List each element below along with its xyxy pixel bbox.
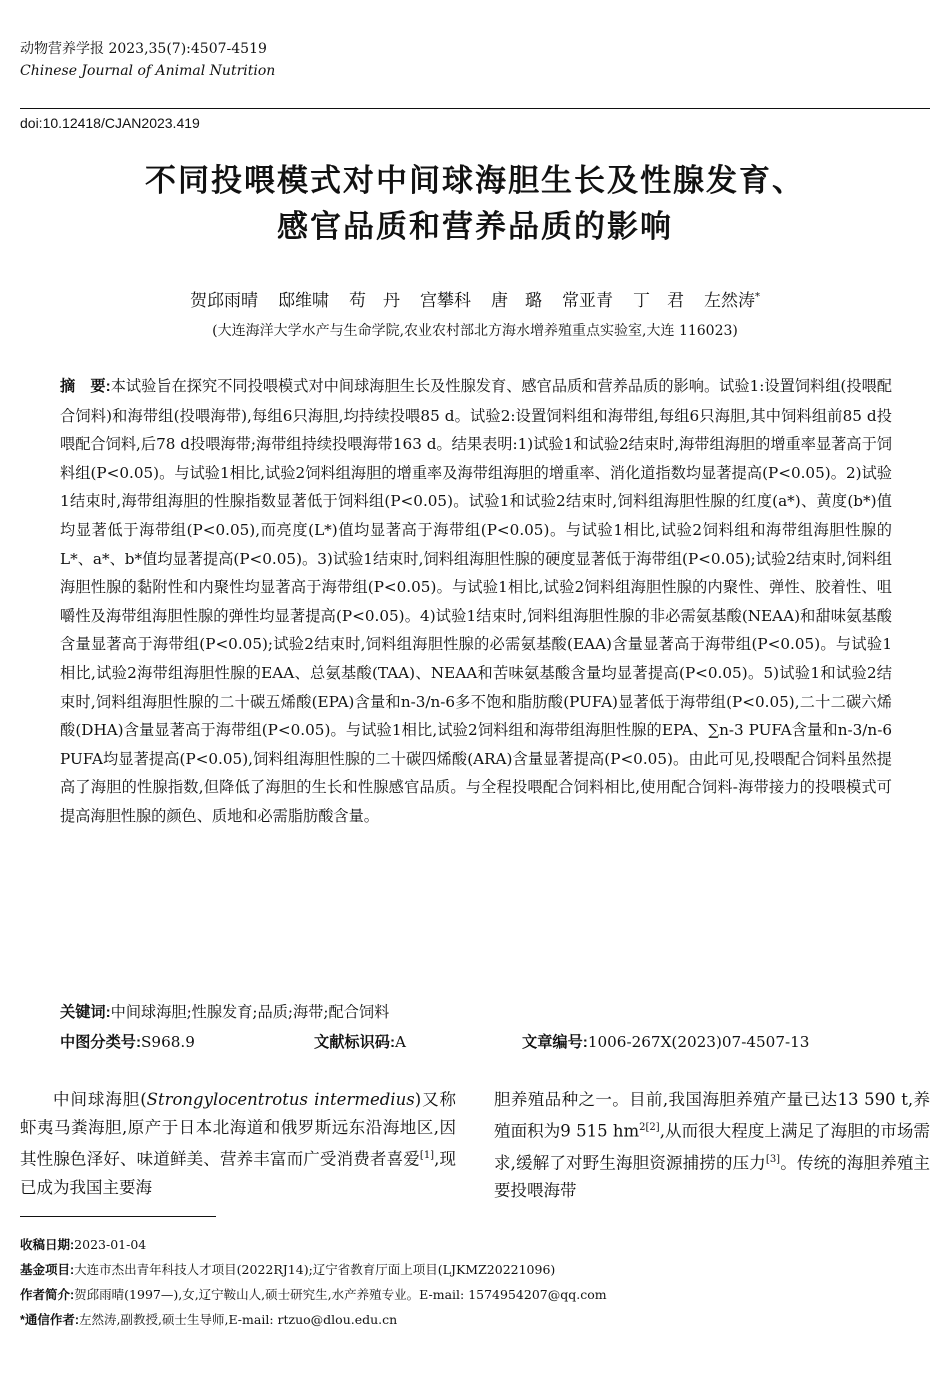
article-number xyxy=(522,1031,809,1052)
footnote-text: 贺邱雨晴(1997—),女,辽宁鞍山人,硕士研究生,水产养殖专业。E-mail: 1574954207@qq.com xyxy=(74,1287,607,1302)
doc-label: 文献标识码: xyxy=(314,1034,395,1051)
footnote-author xyxy=(20,1285,607,1303)
footnote-label: 作者简介: xyxy=(20,1288,75,1302)
citation[interactable]: [3] xyxy=(765,1153,781,1165)
clc-number xyxy=(60,1031,195,1052)
footnote-text: 大连市杰出青年科技人才项目(2022RJ14);辽宁省教育厅面上项目(LJKMZ20221096) xyxy=(74,1262,556,1277)
journal-header-en: Chinese Journal of Animal Nutrition xyxy=(20,63,276,79)
footnote-label: 基金项目: xyxy=(20,1263,75,1277)
footnote-text: 左然涛,副教授,硕士生导师,E-mail: rtzuo@dlou.edu.cn xyxy=(79,1312,398,1327)
author: 宫攀科 xyxy=(420,291,471,311)
author: 唐 璐 xyxy=(491,291,542,311)
citation[interactable]: 2[2] xyxy=(639,1122,660,1133)
author xyxy=(704,291,760,311)
clc-value: S968.9 xyxy=(141,1033,195,1051)
author-list xyxy=(0,286,950,311)
header-rule xyxy=(20,108,930,109)
body-text: ,现已成为我国主要海 xyxy=(20,1149,457,1197)
journal-header-cn: 动物营养学报 2023,35(7):4507-4519 xyxy=(20,41,267,57)
title-line-1: 不同投喂模式对中间球海胆生长及性腺发育、 xyxy=(145,163,805,198)
keywords xyxy=(60,1001,389,1022)
abstract-text: 本试验旨在探究不同投喂模式对中间球海胆生长及性腺发育、感官品质和营养品质的影响。试验1:设置饲料组(投喂配合饲料)和海带组(投喂海带),每组6只海胆,均持续投喂85 d。试验2:设置饲料组和海带组,每组6只海胆,其中饲料组前85 d投喂配合饲料,后78 d投喂海带;海带组持续投喂海带163 d。结果表明:1)试验1和试验2结束时,海带组海胆的增重率显著高于饲料组(P<0.05)。与试验1相比,试验2饲料组海胆的增重率及海带组海胆的增重率、消化道指数均显著提高(P<0.05)。2)试验1结束时,海带组海胆的性腺指数显著低于饲料组(P<0.05)。试验1和试验2结束时,饲料组海胆性腺的红度(a*)、黄度(b*)值均显著低于海带组(P<0.05),而亮度(L*)值均显著高于海带组(P<0.05)。与试验1相比,试验2饲料组和海带组海胆性腺的L*、a*、b*值均显著提高(P<0.05)。3)试验1结束时,饲料组海胆性腺的硬度显著低于海带组(P<0.05);试验2结束时,饲料组海胆性腺的黏附性和内聚性均显著高于海带组(P<0.05)。与试验1相比,试验2饲料组海胆性腺的内聚性、弹性、胶着性、咀嚼性及海带组海胆性腺的弹性均显著提高(P<0.05)。4)试验1结束时,饲料组海胆性腺的非必需氨基酸(NEAA)和甜味氨基酸含量显著高于海带组(P<0.05);试验2结束时,饲料组海胆性腺的必需氨基酸(EAA)含量显著高于海带组(P<0.05)。与试验1相比,试验2海带组海胆性腺的EAA、总氨基酸(TAA)、NEAA和苦味氨基酸含量均显著提高(P<0.05)。5)试验1和试验2结束时,饲料组海胆性腺的二十碳五烯酸(EPA)含量和n-3/n-6多不饱和脂肪酸(PUFA)显著低于海带组(P<0.05),二十二碳六烯酸(DHA)含量显著高于海带组(P<0.05)。与试验1相比,试验2饲料组和海带组海胆性腺的EPA、∑n-3 PUFA含量和n-3/n-6 PUFA均显著提高(P<0.05),饲料组海胆性腺的二十碳四烯酸(ARA)含量显著提高(P<0.05)。由此可见,投喂配合饲料虽然提高了海胆的性腺指数,但降低了海胆的生长和性腺感官品质。与全程投喂配合饲料相比,使用配合饲料-海带接力的投喂模式可提高海胆性腺的颜色、质地和必需脂肪酸含量。 xyxy=(60,377,892,825)
body-text: 中间球海胆( xyxy=(53,1090,147,1109)
abstract-label: 摘 要: xyxy=(60,378,111,395)
abstract xyxy=(60,372,892,831)
citation[interactable]: [1] xyxy=(419,1150,435,1161)
author: 苟 丹 xyxy=(349,291,400,311)
author: 丁 君 xyxy=(633,291,684,311)
author: 贺邱雨晴 xyxy=(190,291,258,311)
footnote-rule xyxy=(20,1216,216,1217)
footnote-fund xyxy=(20,1260,555,1278)
keywords-text: 中间球海胆;性腺发育;品质;海带;配合饲料 xyxy=(110,1003,390,1021)
document-code xyxy=(314,1031,406,1052)
footnote-label: 收稿日期: xyxy=(20,1238,75,1252)
corresponding-mark: * xyxy=(755,291,760,303)
footnote-text: 2023-01-04 xyxy=(74,1237,147,1252)
title-line-2: 感官品质和营养品质的影响 xyxy=(277,209,673,244)
article-label: 文章编号: xyxy=(522,1034,588,1051)
body-column-right xyxy=(494,1086,930,1205)
clc-label: 中图分类号: xyxy=(60,1034,141,1051)
article-value: 1006-267X(2023)07-4507-13 xyxy=(587,1033,810,1051)
doc-value: A xyxy=(395,1033,406,1051)
species-name: Strongylocentrotus intermedius xyxy=(146,1090,415,1109)
author: 常亚青 xyxy=(562,291,613,311)
affiliation: (大连海洋大学水产与生命学院,农业农村部北方海水增养殖重点实验室,大连 116023) xyxy=(212,323,738,339)
body-column-left xyxy=(20,1086,456,1202)
keywords-label: 关键词: xyxy=(60,1004,111,1021)
body-text: ,从而很大程度上满足了海胆的市场需求,缓解了对野生海胆资源捕捞的压力 xyxy=(494,1121,930,1172)
doi: doi:10.12418/CJAN2023.419 xyxy=(20,115,200,131)
author-name: 左然涛 xyxy=(704,291,755,311)
author: 邸维啸 xyxy=(278,291,329,311)
body-text: 胆养殖品种之一。目前,我国海胆养殖产量已达13 590 t,养殖面积为9 515 hm xyxy=(494,1090,930,1141)
footnote-received xyxy=(20,1235,146,1253)
footnote-corresponding xyxy=(20,1310,397,1328)
body-text: )又称虾夷马粪海胆,原产于日本北海道和俄罗斯远东沿海地区,因其性腺色泽好、味道鲜美、营养丰富而广受消费者喜爱 xyxy=(20,1090,457,1169)
footnote-label: *通信作者: xyxy=(20,1313,80,1327)
body-text: 。传统的海胆养殖主要投喂海带 xyxy=(494,1153,931,1200)
